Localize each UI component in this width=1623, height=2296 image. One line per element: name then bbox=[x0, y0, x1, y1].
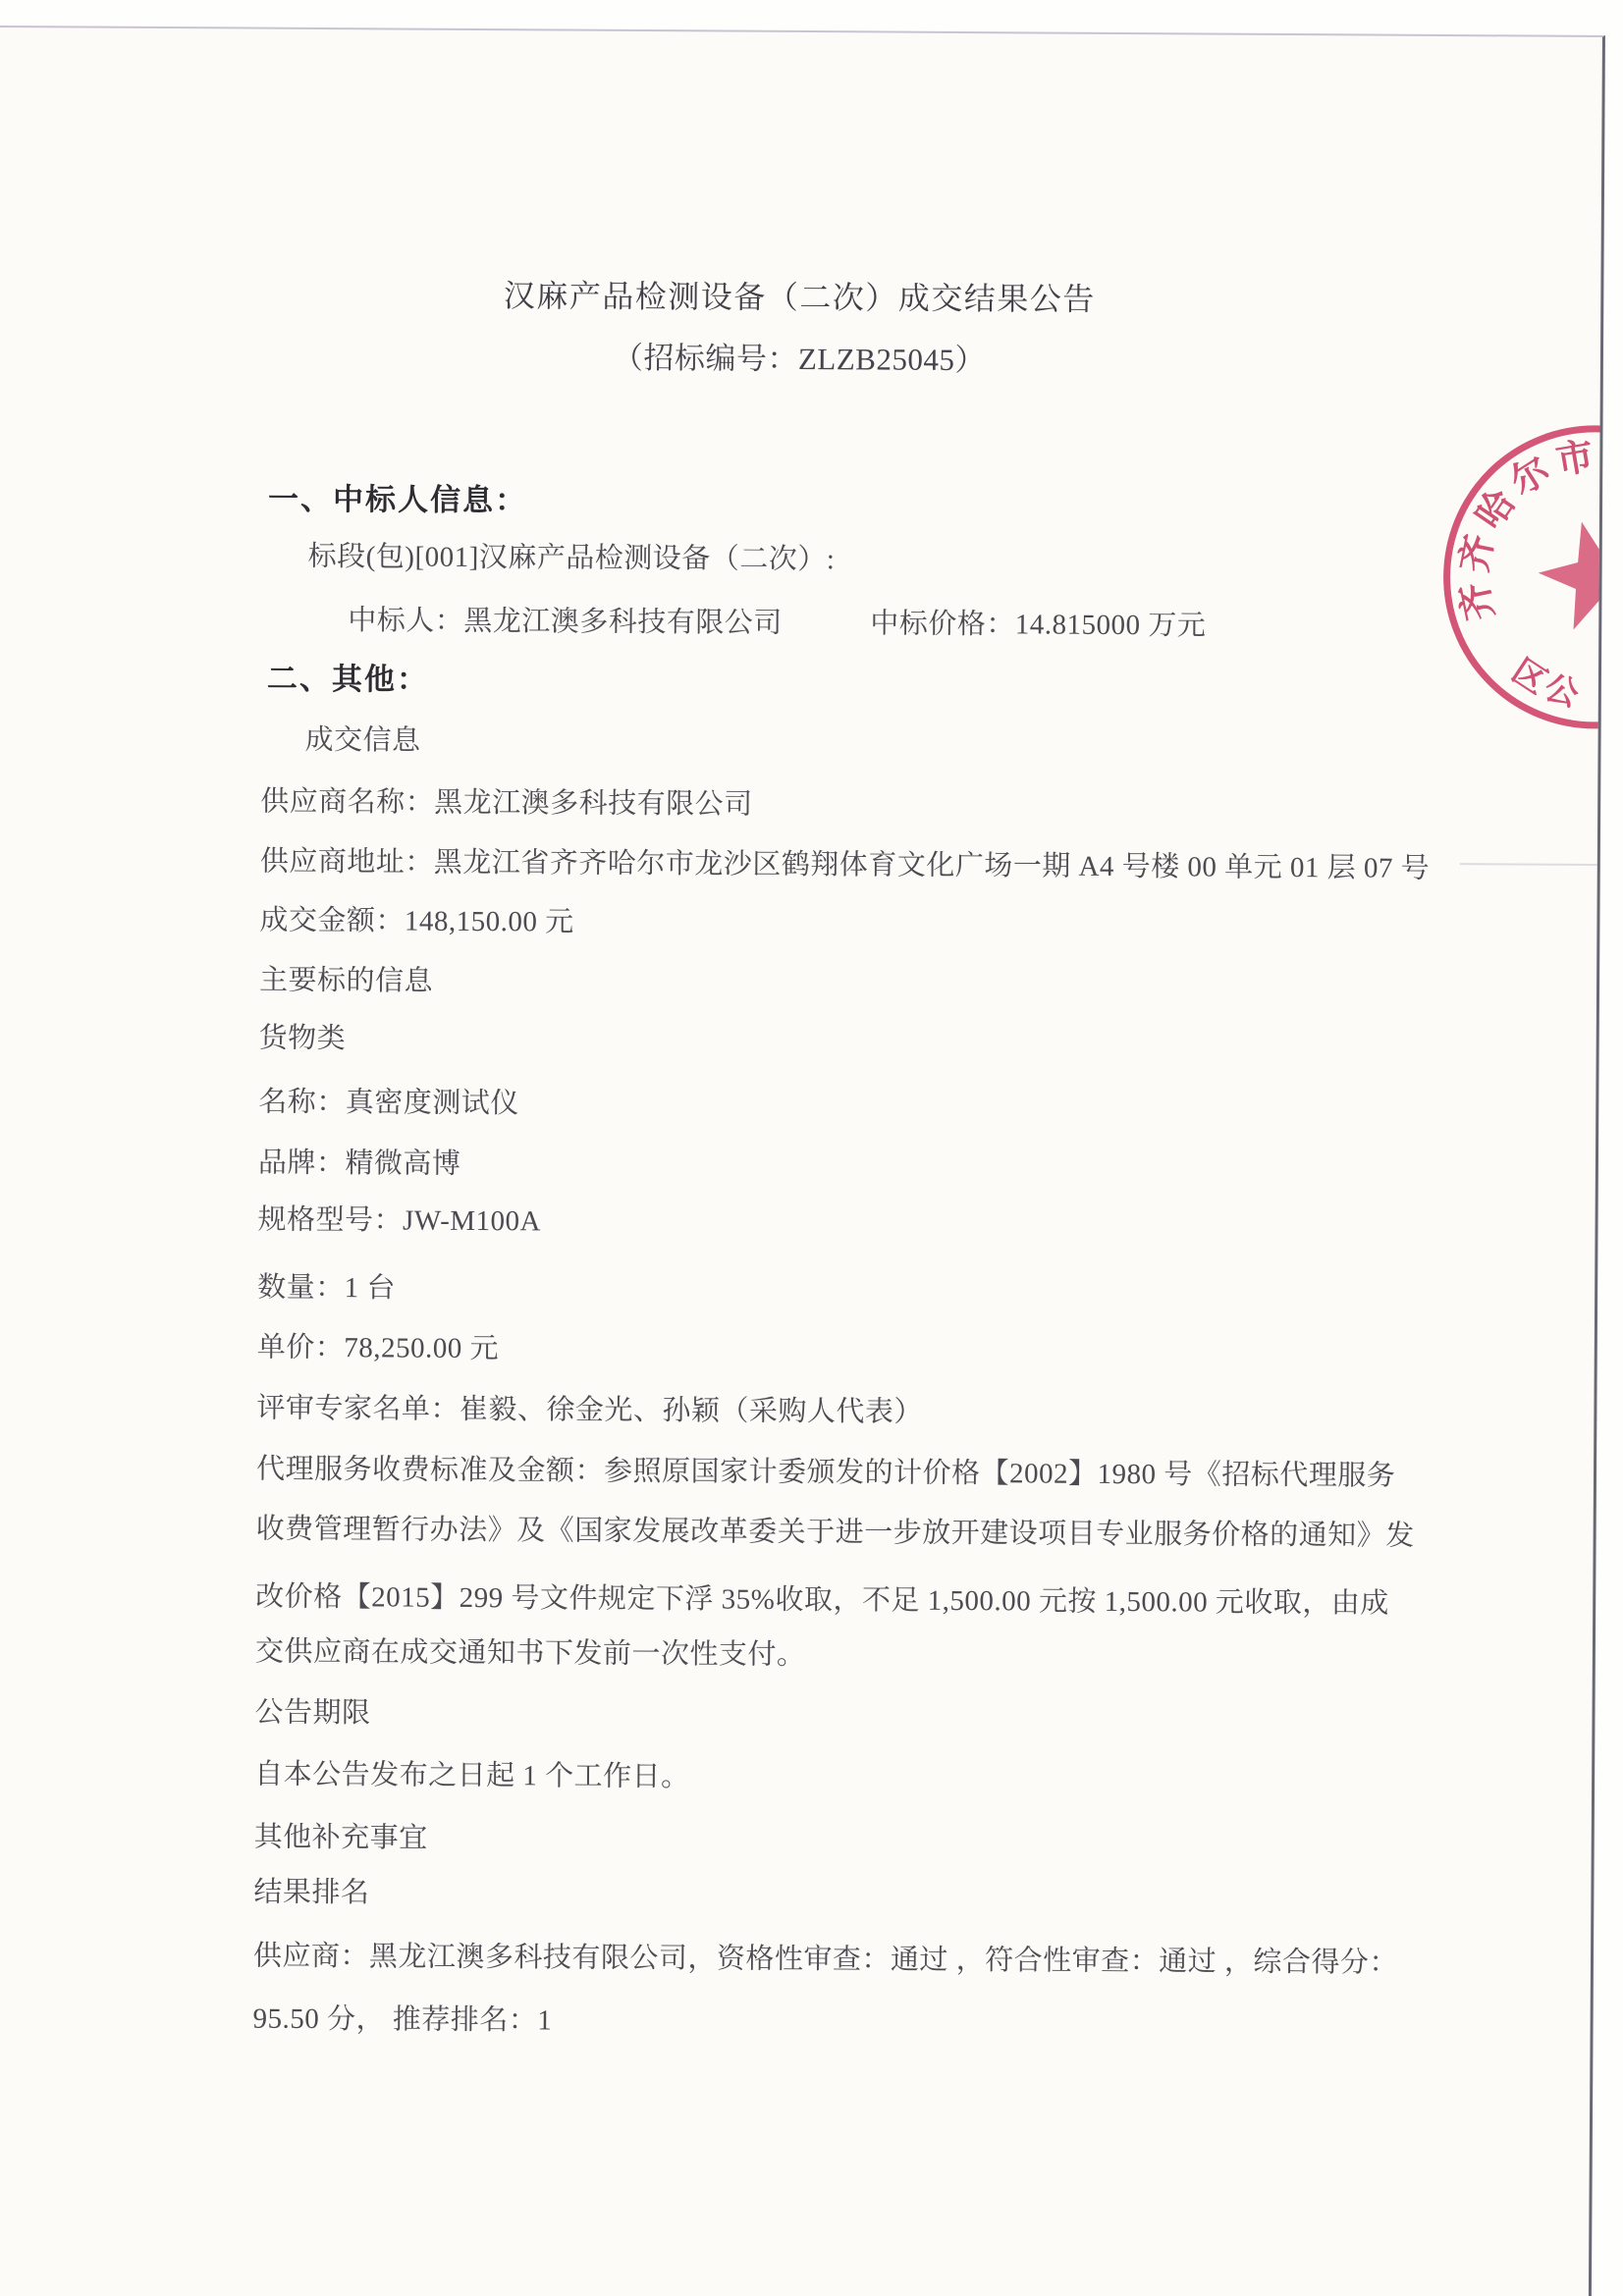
goods-category-label: 货物类 bbox=[258, 1022, 347, 1055]
agency-fee-line-4: 交供应商在成交通知书下发前一次性支付。 bbox=[254, 1635, 806, 1672]
announcement-period-line: 自本公告发布之日起 1 个工作日。 bbox=[254, 1758, 690, 1793]
agency-fee-line-1: 代理服务收费标准及金额：参照原国家计委颁发的计价格【2002】1980 号《招标代理服务 bbox=[255, 1453, 1396, 1492]
supplier-name-line: 供应商名称：黑龙江澳多科技有限公司 bbox=[260, 785, 753, 821]
quantity-line: 数量：1 台 bbox=[257, 1271, 397, 1305]
official-red-stamp bbox=[1418, 400, 1605, 755]
agency-fee-line-2: 收费管理暂行办法》及《国家发展改革委关于进一步放开建设项目专业服务价格的通知》发 bbox=[255, 1513, 1415, 1552]
stamp-char: 齐 bbox=[1453, 578, 1502, 624]
tender-number-subtitle: （招标编号：ZLZB25045） bbox=[612, 340, 987, 378]
section2-heading: 二、其他： bbox=[266, 661, 430, 697]
document-page bbox=[0, 26, 1605, 2296]
agency-fee-line-3: 改价格【2015】299 号文件规定下浮 35%收取，不足 1,500.00 元按 1,500.00 元收取，由成 bbox=[255, 1580, 1389, 1620]
brand-line: 品牌：精微高博 bbox=[257, 1147, 461, 1180]
result-ranking-label: 结果排名 bbox=[253, 1876, 370, 1909]
stamp-char: 齐 bbox=[1453, 531, 1502, 576]
stamp-char: 哈 bbox=[1468, 482, 1524, 537]
document-title: 汉麻产品检测设备（二次）成交结果公告 bbox=[503, 278, 1096, 317]
lot-line: 标段(包)[001]汉麻产品检测设备（二次）: bbox=[307, 540, 836, 576]
stamp-star bbox=[1529, 509, 1605, 635]
deal-info-label: 成交信息 bbox=[304, 723, 421, 757]
model-line: 规格型号：JW-M100A bbox=[257, 1203, 542, 1238]
other-matters-label: 其他补充事宜 bbox=[253, 1821, 428, 1854]
deal-amount-line: 成交金额：148,150.00 元 bbox=[259, 904, 574, 938]
stamp-char: 公 bbox=[1540, 669, 1583, 715]
stamp-char: 区 bbox=[1505, 653, 1553, 702]
stamp-char: 尔 bbox=[1503, 449, 1558, 505]
announcement-period-label: 公告期限 bbox=[254, 1696, 371, 1730]
main-subject-info-label: 主要标的信息 bbox=[258, 964, 434, 997]
ranking-detail-line-2: 95.50 分， 推荐排名：1 bbox=[252, 2002, 553, 2037]
stamp-char: 市 bbox=[1552, 435, 1597, 483]
ranking-detail-line-1: 供应商：黑龙江澳多科技有限公司，资格性审查：通过 ，符合性审查：通过 ，综合得分： bbox=[252, 1940, 1399, 1979]
item-name-line: 名称：真密度测试仪 bbox=[258, 1086, 519, 1120]
scan-crease-line bbox=[1460, 863, 1597, 866]
expert-panel-line: 评审专家名单：崔毅、徐金光、孙颖（采购人代表） bbox=[256, 1392, 924, 1428]
supplier-address-line: 供应商地址：黑龙江省齐齐哈尔市龙沙区鹤翔体育文化广场一期 A4 号楼 00 单元 01 层 07 号 bbox=[259, 845, 1431, 884]
unit-price-line: 单价：78,250.00 元 bbox=[256, 1331, 500, 1365]
winner-line: 中标人：黑龙江澳多科技有限公司 bbox=[348, 605, 783, 639]
winner-price-line: 中标价格：14.815000 万元 bbox=[870, 608, 1207, 642]
section1-heading: 一、中标人信息： bbox=[267, 481, 528, 518]
